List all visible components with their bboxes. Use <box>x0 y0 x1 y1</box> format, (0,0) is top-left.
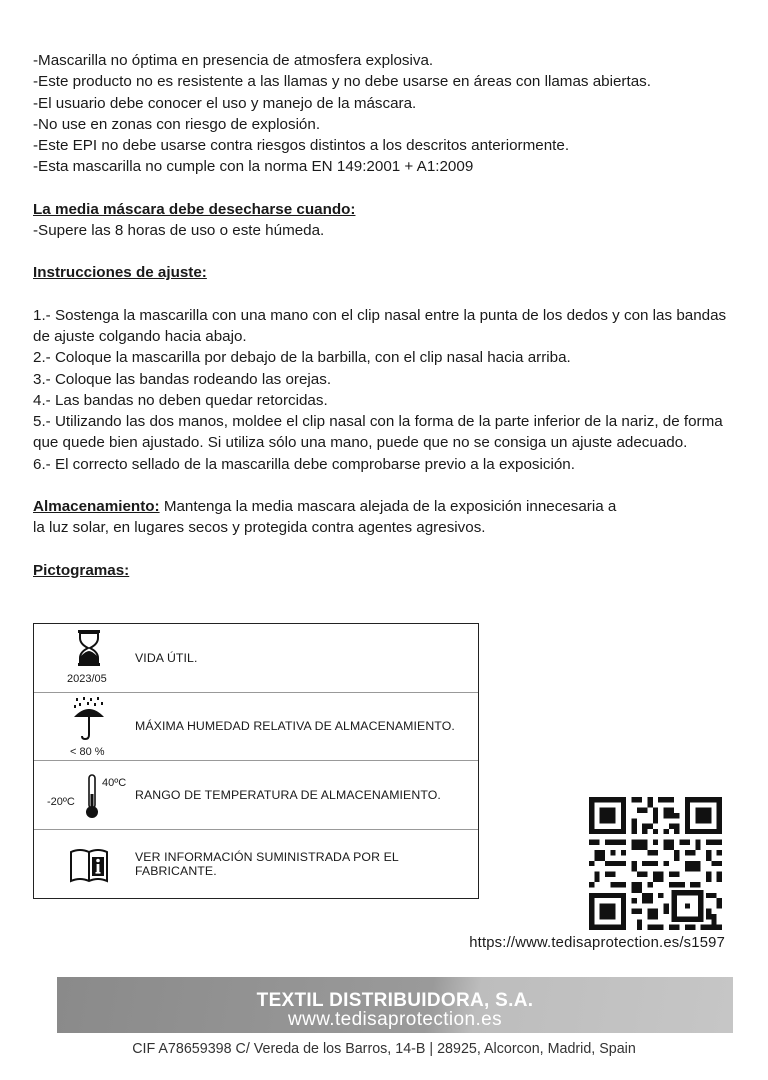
company-name: TEXTIL DISTRIBUIDORA, S.A. <box>256 990 534 1011</box>
manual-info-icon <box>69 847 109 883</box>
footer-banner <box>57 977 733 1033</box>
instruction-step: 1.- Sostenga la mascarilla con una mano con el clip nasal entre la punta de los dedos y con las bandas de ajuste colgando hacia abajo. <box>33 306 727 345</box>
pictograms-table <box>33 623 479 899</box>
storage-paragraph <box>33 496 743 517</box>
instruction-step: 3.- Coloque las bandas rodeando las orejas. <box>33 370 332 388</box>
company-address: CIF A78659398 C/ Vereda de los Barros, 14-B | 28925, Alcorcon, Madrid, Spain <box>132 1041 636 1057</box>
discard-heading: La media máscara debe desecharse cuando: <box>33 200 356 218</box>
instructions-heading: Instrucciones de ajuste: <box>33 264 207 282</box>
temperature-high: 40ºC <box>102 777 127 789</box>
warning-line: -Este EPI no debe usarse contra riesgos distintos a los descritos anteriormente. <box>33 137 570 155</box>
storage-text-line2: la luz solar, en lugares secos y protegida contra agentes agresivos. <box>33 519 486 537</box>
pictogram-row-humidity <box>34 693 478 762</box>
discard-text: -Supere las 8 horas de uso o este húmeda. <box>33 222 325 240</box>
instruction-step: 4.- Las bandas no deben quedar retorcidas. <box>33 391 328 409</box>
instruction-step: 5.- Utilizando las dos manos, moldee el clip nasal con la forma de la parte inferior de la nariz, de forma que quede bien ajustado. Si utiliza sólo una mano, puede que no se consiga un ajuste adecuado. <box>33 413 723 452</box>
qr-code[interactable] <box>589 797 722 930</box>
warning-line: -El usuario debe conocer el uso y manejo de la máscara. <box>33 94 417 112</box>
humidity-limit: < 80 % <box>70 745 105 758</box>
document-body <box>33 50 743 581</box>
storage-text-line1: Mantenga la media mascara alejada de la exposición innecesaria a <box>159 498 617 516</box>
pictogram-label: MÁXIMA HUMEDAD RELATIVA DE ALMACENAMIENTO. <box>135 719 455 734</box>
temperature-low: -20ºC <box>47 796 75 808</box>
qr-url[interactable]: https://www.tedisaprotection.es/s1597 <box>469 935 725 951</box>
warning-line: -No use en zonas con riesgo de explosión. <box>33 115 321 133</box>
warning-line: -Este producto no es resistente a las llamas y no debe usarse en áreas con llamas abiertas. <box>33 73 651 91</box>
pictogram-row-manual <box>34 830 478 899</box>
pictogram-row-shelf-life <box>34 624 478 693</box>
warning-line: -Mascarilla no óptima en presencia de atmosfera explosiva. <box>33 52 434 69</box>
pictogram-label: RANGO DE TEMPERATURA DE ALMACENAMIENTO. <box>135 787 441 802</box>
storage-heading: Almacenamiento: <box>33 498 160 516</box>
instruction-step: 2.- Coloque la mascarilla por debajo de la barbilla, con el clip nasal hacia arriba. <box>33 349 571 367</box>
warning-line: -Esta mascarilla no cumple con la norma EN 149:2001 + A1:2009 <box>33 158 474 176</box>
instruction-step: 6.- El correcto sellado de la mascarilla debe comprobarse previo a la exposición. <box>33 455 575 473</box>
pictogram-label: VER INFORMACIÓN SUMINISTRADA POR EL FABRICANTE. <box>135 849 399 878</box>
hourglass-icon <box>78 630 100 666</box>
thermometer-icon <box>84 774 100 820</box>
company-website[interactable]: www.tedisaprotection.es <box>287 1009 503 1030</box>
pictogram-row-temperature <box>34 761 478 830</box>
pictogram-label: VIDA ÚTIL. <box>135 650 198 665</box>
shelf-life-date: 2023/05 <box>67 673 107 685</box>
pictograms-heading: Pictogramas: <box>33 561 130 579</box>
umbrella-rain-icon <box>72 697 106 741</box>
